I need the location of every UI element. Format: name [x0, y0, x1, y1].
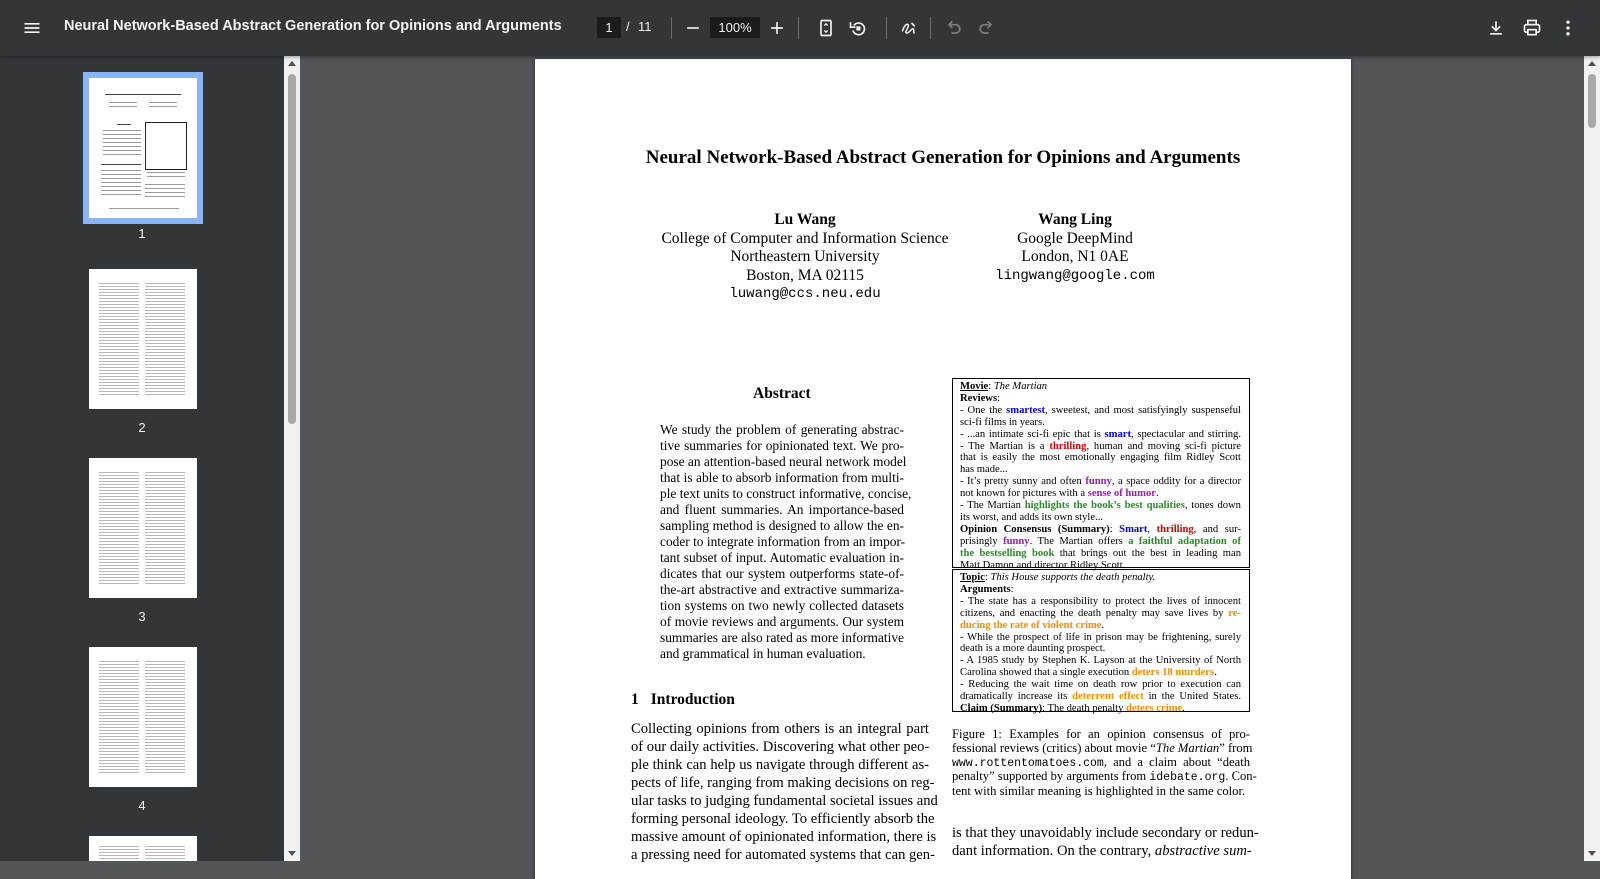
- page-thumbnail-5[interactable]: [89, 836, 197, 861]
- highlight-purple: funny: [1003, 535, 1030, 547]
- highlight-red: thrilling: [1156, 523, 1194, 535]
- document-scroll-thumb[interactable]: [1588, 74, 1596, 128]
- right-column-text: [952, 824, 1259, 860]
- author-affiliation: Northeastern University: [730, 248, 880, 265]
- section-title: Introduction: [650, 691, 735, 708]
- body-italic: abstractive sum-: [1154, 843, 1252, 859]
- body-line: ple think can help us navigate through different as-: [631, 757, 929, 773]
- page-separator: /: [626, 19, 630, 34]
- thumbnail-page-number: 3: [138, 609, 146, 624]
- consensus-text: . The Martian offers: [1029, 535, 1129, 547]
- page-thumbnail-3[interactable]: [89, 458, 197, 598]
- argument-text: - A 1985 study by Stephen K. Layson at the University of North: [960, 655, 1241, 667]
- review-text: sci-fi films in years.: [960, 416, 1045, 428]
- document-title: Neural Network-Based Abstract Generation for Opinions and Arguments: [64, 18, 562, 34]
- arguments-label: Arguments: [960, 583, 1011, 595]
- claim-label: Claim (Summary): [960, 702, 1043, 714]
- consensus-text: , and sur-: [1193, 523, 1242, 535]
- argument-text: - The state has a responsibility to protect the lives of innocent: [960, 595, 1241, 607]
- caption-text: tent with similar meaning is highlighted in the same color.: [952, 784, 1246, 799]
- toolbar-divider: [930, 17, 931, 39]
- reviews-label: Reviews: [960, 392, 998, 404]
- consensus-label: Opinion Consensus (Summary): [960, 523, 1110, 535]
- argument-text: - While the prospect of life in prison may be frightening, surely: [960, 631, 1241, 643]
- review-text: - The Martian is a: [960, 440, 1050, 452]
- caption-url: www.rottentomatoes.com: [952, 756, 1104, 770]
- author-affiliation: College of Computer and Information Science: [661, 229, 949, 247]
- figure-caption: [952, 727, 1257, 799]
- author-address: London, N1 0AE: [1021, 248, 1129, 265]
- caption-text: ” from: [1219, 740, 1253, 755]
- thumbnail-page-number: 1: [138, 226, 146, 241]
- consensus-text: prisingly: [960, 535, 1004, 547]
- review-text: - The Martian: [960, 500, 1025, 512]
- body-line: massive amount of opinionated information, there is: [631, 829, 937, 845]
- author-name: Lu Wang: [774, 211, 836, 228]
- abstract-line: tant subset of input. Automatic evaluation in-: [660, 550, 904, 565]
- section-number: 1: [631, 691, 639, 708]
- caption-url: idebate.org: [1149, 771, 1226, 785]
- review-text: , a space oddity for a director: [1111, 476, 1241, 488]
- argument-text: - Reducing the wait time on death row prior to execution can: [960, 679, 1241, 691]
- abstract-line: tion systems on two newly collected datasets: [660, 598, 904, 613]
- paper-title: Neural Network-Based Abstract Generation for Opinions and Arguments: [645, 147, 1241, 168]
- highlight-green: a faithful adaptation of: [1128, 535, 1241, 547]
- abstract-line: the-art abstractive and extractive summariza-: [660, 582, 904, 597]
- abstract-line: and fluent summaries. An importance-based: [660, 502, 904, 517]
- abstract-line: sampling method is designed to allow the en-: [660, 518, 904, 533]
- claim-text: : The death penalty: [1042, 702, 1127, 714]
- sidebar-scroll-thumb[interactable]: [288, 74, 296, 424]
- abstract-line: coder to integrate information from an impor-: [660, 534, 906, 549]
- review-text: not known for pictures with a: [960, 488, 1088, 500]
- abstract-text: [660, 422, 912, 662]
- argument-text: in the United States.: [1143, 691, 1242, 703]
- scroll-down-arrow-icon[interactable]: [1588, 851, 1596, 856]
- highlight-red: thrilling: [1049, 440, 1087, 452]
- highlight-orange: deterrent effect: [1072, 691, 1144, 703]
- page-number-input[interactable]: 1: [597, 17, 621, 38]
- highlight-orange: deters crime: [1126, 702, 1183, 714]
- caption-label: Figure 1:: [952, 727, 1002, 741]
- abstract-line: pose an attention-based neural network model: [660, 454, 907, 469]
- caption-text: penalty” supported by arguments from: [952, 769, 1150, 784]
- abstract-line: of movie reviews and arguments. Our system: [660, 614, 904, 629]
- author-name: Wang Ling: [1038, 211, 1112, 228]
- figure-argument-box: Topic: This House supports the death penalty. Arguments: - The state has a responsibility to protect the lives of innocent citizens, and enacting the death penalty may save lives by re- ducing the rate of violent crime. - While the prospect of life in prison may be frightening, surely death is a more daunting prospect. - A 1985 study by Stephen K. Layson at the University of North Carolina showed that a single execution deters 18 murders. - Reducing the wait time on death row prior to execution can dramatically increase its deterrent effect in the United States. Claim (Summary): The death penalty deters crime.: [952, 569, 1250, 712]
- abstract-line: dicates that our system outperforms state-of-: [660, 566, 904, 581]
- sidebar-scrollbar[interactable]: [284, 56, 300, 861]
- toolbar-divider: [886, 17, 887, 39]
- review-text: , human and moving sci-fi picture: [1086, 440, 1241, 452]
- review-text: .: [1155, 488, 1159, 500]
- body-line: a pressing need for automated systems that can gen-: [631, 847, 935, 863]
- scroll-up-arrow-icon[interactable]: [1588, 61, 1596, 66]
- author-block-1: [655, 211, 955, 304]
- abstract-line: ple text units to construct informative, concise,: [660, 486, 912, 501]
- highlight-green: the bestselling book: [960, 547, 1055, 559]
- scroll-down-arrow-icon[interactable]: [288, 851, 296, 856]
- abstract-line: summaries are also rated as more informative: [660, 630, 904, 645]
- abstract-line: We study the problem of generating abstrac-: [660, 422, 904, 437]
- caption-text: fessional reviews (critics) about movie “: [952, 740, 1156, 755]
- zoom-level-input[interactable]: 100%: [710, 17, 760, 38]
- pdf-toolbar: [0, 0, 1600, 56]
- introduction-text: [631, 720, 938, 864]
- body-line: ular tasks to judging fundamental societal issues and: [631, 793, 938, 809]
- document-scrollbar[interactable]: [1584, 56, 1600, 861]
- caption-text: Examples for an opinion consensus of pro-: [1009, 727, 1250, 741]
- more-options-icon[interactable]: [1556, 16, 1580, 40]
- abstract-line: tive summaries for opinionated text. We pro-: [660, 438, 904, 453]
- zoom-in-icon[interactable]: [765, 16, 789, 40]
- author-address: Boston, MA 02115: [746, 266, 864, 284]
- scroll-up-arrow-icon[interactable]: [288, 61, 296, 66]
- page-thumbnail-2[interactable]: [89, 269, 197, 409]
- abstract-line: that is able to absorb information from multi-: [660, 470, 904, 485]
- body-line: dant information. On the contrary,: [952, 843, 1152, 859]
- author-email: luwang@ccs.neu.edu: [729, 286, 881, 302]
- download-icon[interactable]: [1484, 16, 1508, 40]
- pdf-page-1: [535, 59, 1351, 879]
- highlight-orange: deters 18 murders: [1131, 667, 1215, 679]
- highlight-purple: funny: [1085, 476, 1112, 488]
- argument-text: dramatically increase its: [960, 691, 1073, 703]
- author-block-2: [965, 211, 1185, 285]
- topic-label: Topic: [960, 572, 985, 583]
- page-thumbnail-4[interactable]: [89, 647, 197, 787]
- review-text: , spectacular and stirring.: [1131, 428, 1242, 440]
- section-heading: [631, 691, 735, 709]
- highlight-orange: ducing the rate of violent crime: [960, 619, 1102, 631]
- caption-text: . Con-: [1225, 769, 1257, 784]
- topic-text: This House supports the death penalty.: [990, 572, 1156, 583]
- figure-movie-box: Movie: The Martian Reviews: - One the smartest, sweetest, and most satisfyingly suspenseful sci-fi films in years. - ...an intimate sci-fi epic that is smart, spectacular and stirring. - The Martian is a thrilling, human and moving sci-fi picture that is easily the most emotionally engaging film Ridley Scott has made... - It’s pretty sunny and often funny, a space oddity for a director not known for pictures with a sense of humor. - The Martian highlights the book’s best qualities, tones down its worst, and adds its own style... Opinion Consensus (Summary): Smart, thrilling, and sur- prisingly funny. The Martian offers a faithful adaptation of the bestselling book that brings out the best in leading man Matt Damon and director Ridley Scott.: [952, 378, 1250, 568]
- highlight-green: highlights the book’s best qualities: [1024, 500, 1185, 512]
- review-text: that is easily the most emotionally engaging film Ridley Scott: [960, 452, 1241, 464]
- body-line: Collecting opinions from others is an integral part: [631, 721, 929, 737]
- argument-text: death is a more daunting prospect.: [960, 643, 1106, 655]
- review-text: - It’s pretty sunny and often: [960, 476, 1086, 488]
- author-email: lingwang@google.com: [995, 267, 1155, 284]
- redo-icon[interactable]: [974, 16, 998, 40]
- body-line: is that they unavoidably include secondary or redun-: [952, 825, 1259, 841]
- review-text: has made...: [960, 464, 1008, 476]
- abstract-line: and grammatical in human evaluation.: [660, 646, 866, 661]
- review-text: , sweetest, and most satisfyingly suspenseful: [1044, 404, 1241, 416]
- undo-icon[interactable]: [942, 16, 966, 40]
- page-thumbnail-1[interactable]: [89, 78, 197, 218]
- fit-page-icon[interactable]: [814, 16, 838, 40]
- highlight-blue: Smart: [1119, 523, 1148, 535]
- consensus-text: Matt Damon and director Ridley Scott.: [960, 559, 1126, 571]
- consensus-text: that brings out the best in leading man: [1054, 547, 1241, 559]
- menu-icon[interactable]: [20, 16, 44, 40]
- highlight-blue: smart: [1104, 428, 1132, 440]
- highlight-blue: smartest: [1006, 404, 1045, 416]
- review-text: , tones down: [1184, 500, 1241, 512]
- toolbar-divider: [798, 17, 799, 39]
- review-text: - ...an intimate sci-fi epic that is: [960, 428, 1105, 440]
- thumbnail-page-number: 4: [138, 798, 146, 813]
- thumbnail-page-number: 2: [138, 420, 146, 435]
- zoom-out-icon[interactable]: [681, 16, 705, 40]
- movie-label: Movie: [960, 381, 989, 392]
- rotate-icon[interactable]: [846, 16, 870, 40]
- thumbnail-sidebar: [0, 56, 284, 861]
- author-affiliation: Google DeepMind: [1017, 229, 1133, 247]
- review-text: - One the: [960, 404, 1007, 416]
- review-text: its worst, and adds its own style...: [960, 511, 1104, 523]
- abstract-heading: Abstract: [753, 385, 811, 402]
- toolbar-divider: [671, 17, 672, 39]
- movie-title: The Martian: [993, 381, 1048, 392]
- print-icon[interactable]: [1520, 16, 1544, 40]
- caption-text: , and a claim about “death: [1103, 754, 1250, 769]
- highlight-orange: re-: [1228, 607, 1241, 619]
- body-line: of our daily activities. Discovering what other peo-: [631, 739, 930, 755]
- argument-text: Carolina showed that a single execution: [960, 667, 1132, 679]
- body-line: pects of life, ranging from making decisions on reg-: [631, 775, 935, 791]
- caption-movie-title: The Martian: [1155, 740, 1220, 755]
- annotate-pen-icon[interactable]: [897, 16, 921, 40]
- argument-text: citizens, and enacting the death penalty may save lives by: [960, 607, 1229, 619]
- body-line: forming personal ideology. To efficiently absorb the: [631, 811, 935, 827]
- highlight-purple: sense of humor: [1087, 488, 1156, 500]
- page-total: 11: [638, 19, 652, 34]
